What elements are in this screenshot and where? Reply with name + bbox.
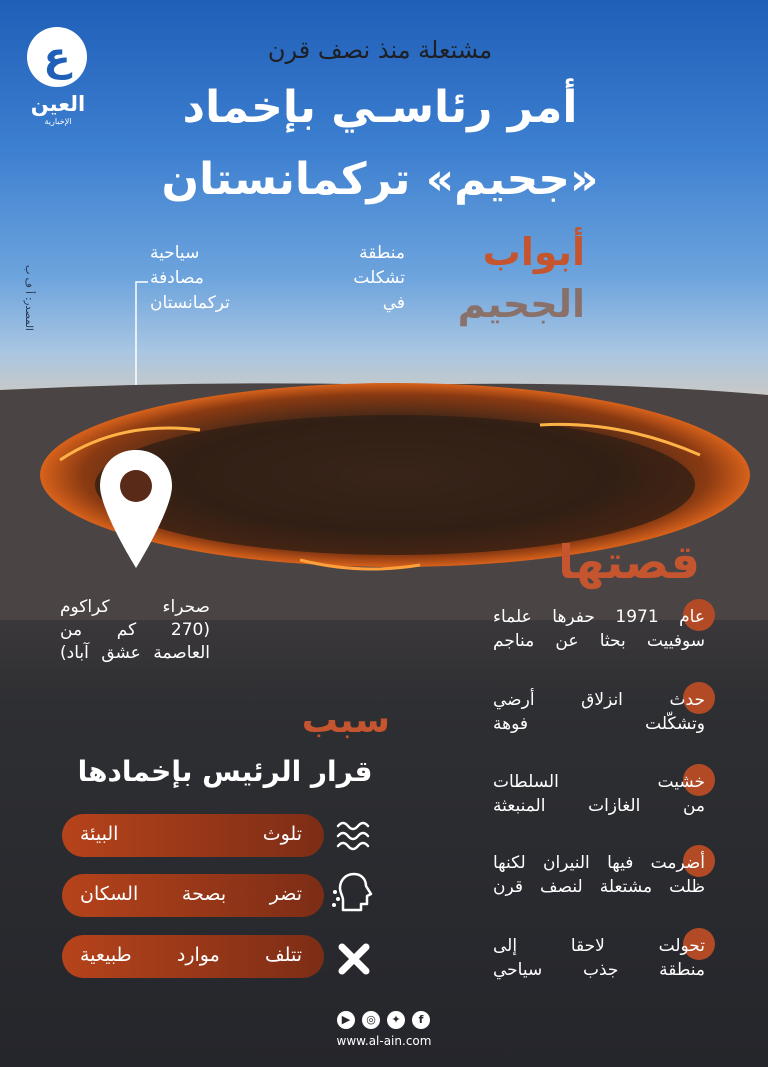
story-item-line2: من الغازات المنبعثة [493, 796, 705, 816]
tourist-note-line: في تركمانستان [150, 293, 405, 313]
reason-heading: سبب [301, 700, 390, 741]
story-item-line1: عام 1971 حفرها علماء [493, 607, 705, 627]
location-line: (270 كم من [60, 620, 210, 640]
youtube-icon[interactable]: ▶ [337, 1011, 355, 1029]
page-title-line1: أمر رئاسـي بإخماد [182, 82, 578, 133]
reason-pill-label: تلوث البيئة [80, 823, 302, 845]
story-item-line1: أضرمت فيها النيران لكنها [493, 853, 705, 873]
logo-icon: ع [43, 34, 71, 80]
health-icon [330, 868, 378, 916]
story-item-line2: وتشكّلت فوهة [493, 714, 705, 734]
story-item-line1: تحولت لاحقا إلى [493, 936, 705, 956]
reason-pill-label: تتلف موارد طبيعية [80, 944, 302, 966]
pollution-icon [330, 810, 378, 858]
reason-pill-label: تضر بصحة السكان [80, 883, 302, 905]
story-item [485, 605, 705, 653]
reason-pill [62, 935, 324, 978]
facebook-icon[interactable]: f [412, 1011, 430, 1029]
subtitle: مشتعلة منذ نصف قرن [267, 36, 493, 64]
story-item-line2: ظلت مشتعلة لنصف قرن [493, 877, 705, 897]
story-item-line1: حدث انزلاق أرضي [493, 690, 705, 710]
tourist-note-line: منطقة سياحية [150, 243, 405, 263]
story-item [485, 851, 705, 899]
brand-name: العين [30, 92, 86, 116]
gates-heading-line1: أبواب [482, 230, 585, 274]
location-line: العاصمة عشق آباد) [60, 643, 210, 663]
x-icon [330, 935, 378, 983]
tourist-note-line: تشكلت مصادفة [150, 268, 405, 288]
location-line: صحراء كراكوم [60, 597, 210, 617]
reason-title: قرار الرئيس بإخمادها [77, 755, 373, 788]
story-item [485, 934, 705, 982]
source-note: المصدر: أ ف ب [23, 265, 34, 331]
gates-heading-line2: الجحيم [457, 282, 585, 326]
instagram-icon[interactable]: ◎ [362, 1011, 380, 1029]
story-item-line2: سوفييت بحثا عن مناجم [493, 631, 705, 651]
story-item [485, 688, 705, 736]
story-item-line1: خشيت السلطات [493, 772, 705, 792]
reason-pill [62, 814, 324, 857]
page-title-line2: «جحيم» تركمانستان [161, 154, 599, 205]
story-item-line2: منطقة جذب سياحي [493, 960, 705, 980]
story-item [485, 770, 705, 818]
brand-tagline: الإخبارية [44, 117, 72, 126]
website-link[interactable]: www.al-ain.com [336, 1034, 432, 1048]
twitter-icon[interactable]: ✦ [387, 1011, 405, 1029]
location-pin-icon [98, 448, 174, 570]
reason-pill [62, 874, 324, 917]
story-heading: قصتها [558, 535, 700, 589]
